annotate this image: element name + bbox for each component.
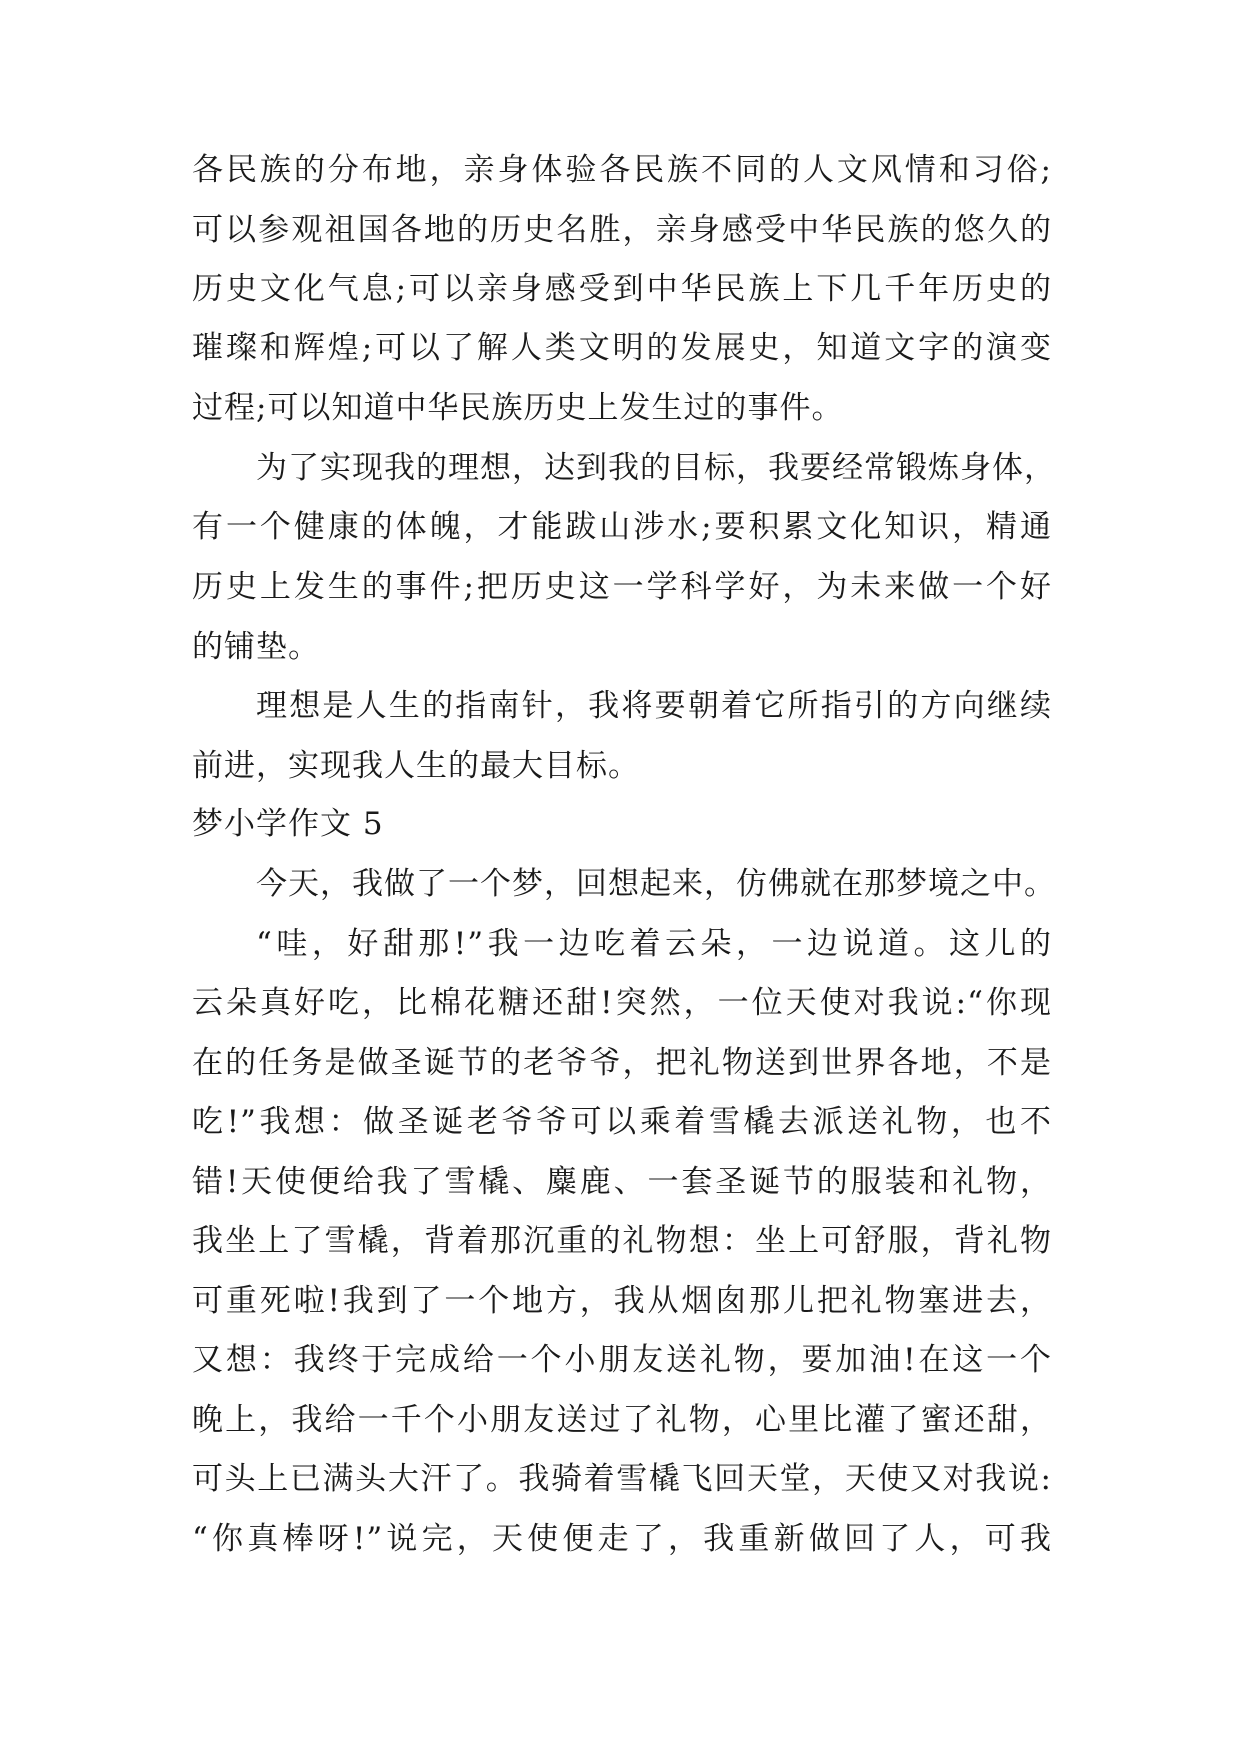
text-line: 的铺垫。	[192, 629, 320, 665]
section-heading: 梦小学作文 5	[192, 806, 384, 842]
text-line: 有一个健康的体魄，才能跋山涉水;要积累文化知识，精通	[192, 509, 1052, 545]
text-line: 我坐上了雪橇，背着那沉重的礼物想：坐上可舒服，背礼物	[192, 1223, 1052, 1259]
paragraph-first-line: 今天，我做了一个梦，回想起来，仿佛就在那梦境之中。	[256, 866, 1056, 902]
text-line: 历史文化气息;可以亲身感受到中华民族上下几千年历史的	[192, 271, 1052, 307]
text-line: 可头上已满头大汗了。我骑着雪橇飞回天堂，天使又对我说:	[192, 1461, 1052, 1497]
text-line: 璀璨和辉煌;可以了解人类文明的发展史，知道文字的演变	[192, 330, 1052, 366]
paragraph-first-line: “哇，好甜那!”我一边吃着云朵，一边说道。这儿的	[256, 926, 1052, 962]
text-line: 可重死啦!我到了一个地方，我从烟囱那儿把礼物塞进去，	[192, 1283, 1052, 1319]
text-line: 过程;可以知道中华民族历史上发生过的事件。	[192, 390, 844, 426]
text-line: 晚上，我给一千个小朋友送过了礼物，心里比灌了蜜还甜，	[192, 1402, 1052, 1438]
text-line: 历史上发生的事件;把历史这一学科学好，为未来做一个好	[192, 569, 1052, 605]
text-line: 各民族的分布地，亲身体验各民族不同的人文风情和习俗;	[192, 152, 1052, 188]
text-line: 又想：我终于完成给一个小朋友送礼物，要加油!在这一个	[192, 1342, 1052, 1378]
text-line: 可以参观祖国各地的历史名胜，亲身感受中华民族的悠久的	[192, 212, 1052, 248]
text-line: 吃!”我想：做圣诞老爷爷可以乘着雪橇去派送礼物，也不	[192, 1104, 1052, 1140]
paragraph-first-line: 理想是人生的指南针，我将要朝着它所指引的方向继续	[256, 688, 1052, 724]
text-line: “你真棒呀!”说完，天使便走了，我重新做回了人，可我	[192, 1521, 1052, 1557]
text-line: 云朵真好吃，比棉花糖还甜!突然，一位天使对我说:“你现	[192, 985, 1052, 1021]
text-line: 前进，实现我人生的最大目标。	[192, 748, 640, 784]
text-line: 在的任务是做圣诞节的老爷爷，把礼物送到世界各地，不是	[192, 1045, 1052, 1081]
paragraph-first-line: 为了实现我的理想，达到我的目标，我要经常锻炼身体，	[256, 450, 1056, 486]
text-line: 错!天使便给我了雪橇、麋鹿、一套圣诞节的服装和礼物，	[192, 1164, 1052, 1200]
